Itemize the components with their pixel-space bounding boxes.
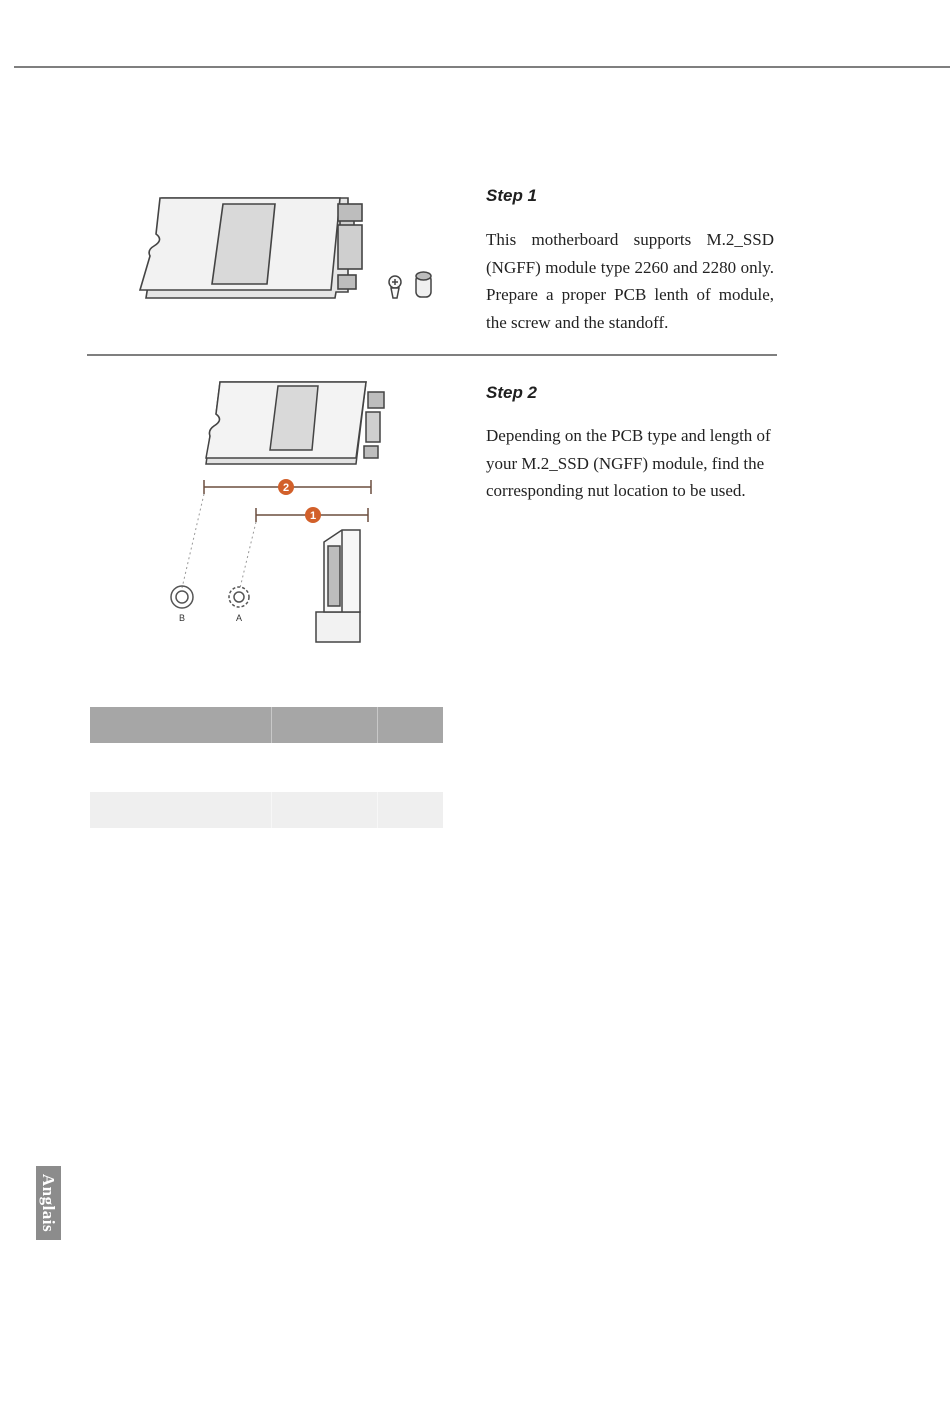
marker-1-badge <box>305 507 321 523</box>
standoff-icon <box>416 272 431 297</box>
nut-b-icon <box>171 586 193 608</box>
ssd-module-illustration <box>206 382 384 464</box>
table-row <box>90 749 443 785</box>
marker-1-label: 1 <box>309 510 317 522</box>
table-row <box>90 792 443 828</box>
nut-a-label: A <box>235 613 243 623</box>
table-cell <box>272 749 378 785</box>
step2-text: Depending on the PCB type and length of your M.2_SSD (NGFF) module, find the corresponding nut location to be used. <box>486 426 771 500</box>
marker-2-badge <box>278 479 294 495</box>
step1-title: Step 1 <box>486 186 538 205</box>
table-cell <box>90 792 272 828</box>
table-header-cell <box>90 707 272 743</box>
table-cell <box>378 749 443 785</box>
nut-b-label: B <box>178 613 186 623</box>
table-cell <box>90 749 272 785</box>
language-side-tab <box>36 1166 61 1240</box>
step2-title: Step 2 <box>486 383 538 402</box>
table-header-cell <box>378 707 443 743</box>
step1-figure <box>130 190 450 310</box>
table-cell <box>378 792 443 828</box>
language-side-tab-label: Anglais <box>39 1173 59 1233</box>
screw-icon <box>389 276 401 298</box>
ssd-module-illustration <box>140 198 362 298</box>
table-header-cell <box>272 707 378 743</box>
marker-2-label: 2 <box>282 482 290 494</box>
m2-slot-illustration <box>316 530 360 642</box>
top-rule <box>14 66 950 68</box>
table-header-row <box>90 707 443 743</box>
table-cell <box>272 792 378 828</box>
guide-lines <box>182 494 256 588</box>
step2-figure <box>160 370 400 650</box>
nut-a-icon <box>229 587 249 607</box>
step1-text: This motherboard supports M.2_SSD (NGFF) module type 2260 and 2280 only. Prepare a proper PCB lenth of module, the screw and the standoff. <box>486 230 774 332</box>
section-divider <box>87 354 777 356</box>
